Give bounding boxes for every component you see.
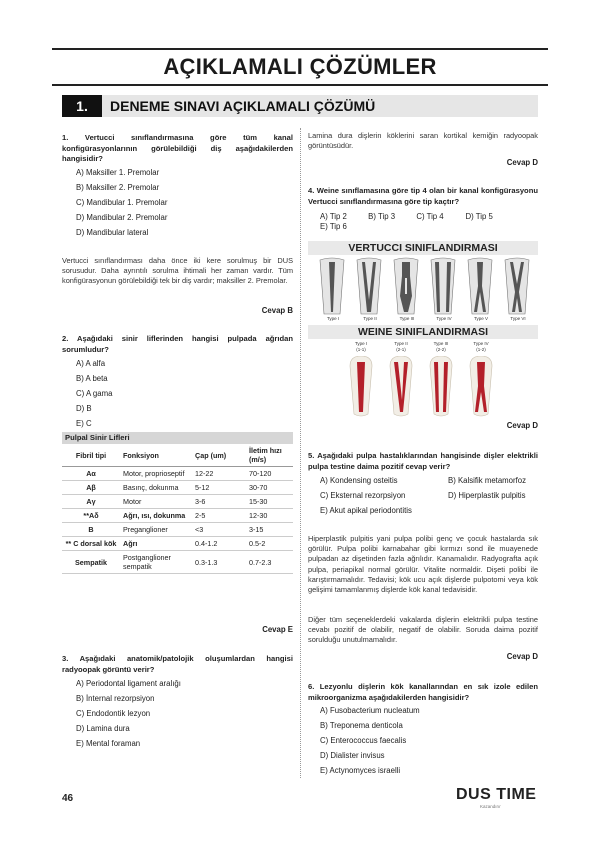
vertucci-diagram	[314, 256, 536, 322]
option[interactable]: B) A beta	[76, 374, 108, 383]
option[interactable]: B) Maksiller 2. Premolar	[76, 183, 160, 192]
cell-diameter: 5-12	[192, 481, 246, 495]
tooth-sublabel: (2-1)	[396, 347, 406, 352]
cell-speed: 0.5-2	[246, 537, 293, 551]
vertucci-tooth-5	[468, 258, 492, 314]
option[interactable]: E) Tip 6	[320, 222, 347, 231]
table-row	[62, 509, 293, 523]
cell-fiber: B	[62, 523, 120, 537]
cell-diameter: 3-6	[192, 495, 246, 509]
table-header-row	[62, 444, 293, 467]
cell-function: Preganglioner	[120, 523, 192, 537]
column-header: Fonksiyon	[120, 444, 192, 467]
vertucci-tooth-6	[505, 258, 529, 314]
weine-tooth-3	[430, 356, 452, 416]
q1-explanation: Vertucci sınıflandırması daha önce iki kere sorulmuş bir DUS sorusudur. Daha ayrıntılı sorulma ihtimali her zaman vardır. Tüm konfigürasyonun görülebildiği tek bir diş vardır; maksiller 2. Premolar.	[62, 256, 293, 286]
option[interactable]: A) Kondensing osteitis	[320, 476, 398, 485]
q2-answer: Cevap E	[262, 625, 293, 634]
tooth-sublabel: (1-1)	[356, 347, 366, 352]
question-text: Weine sınıflamasına göre tip 4 olan bir kanal konfigürasyonu Vertucci sınıflandırmasına göre tip kaçtır?	[308, 186, 538, 206]
option[interactable]: D) Mandibular lateral	[76, 228, 149, 237]
option[interactable]: C) Eksternal rezorpsiyon	[320, 491, 406, 500]
option[interactable]: B) İnternal rezorpsiyon	[76, 694, 155, 703]
question-text: Lezyonlu dişlerin kök kanallarından en sık izole edilen mikroorganizma aşağıdakilerden hangisidir?	[308, 682, 538, 702]
q1-options	[76, 168, 296, 243]
question-number: 6.	[308, 682, 315, 691]
section-number: 1.	[62, 95, 102, 117]
q5-explanation-1: Hiperplastik pulpitis yani pulpa polibi genç ve çocuk hastalarda sık görülür. Pulpa polibi karnabahar gibi kırmızı sond ile muayenede pulpadan az dişetinden fazla ağrılıdır. Kanamalıdır. Radyografta açık pulpa, periapikal normal görülür. Vitalite normaldir. Dişeti polibi ile karıştırmamalıdır. Tedavisi; kök ucu açık dişlerde pulpotomi veya kök gelişimi tamamlanmış dişlerde kök kanal tedavisidir.	[308, 534, 538, 595]
tooth-label: Type IV	[436, 316, 452, 321]
option[interactable]: E) C	[76, 419, 92, 428]
cell-diameter: 12-22	[192, 467, 246, 481]
question-number: 1.	[62, 133, 69, 142]
q5-explanation-2: Diğer tüm seçeneklerdeki vakalarda dişlerin elektrikli pulpa testine cevabı pozitif de olabilir, negatif de olabilir. Soruda daima pozitif sorulduğu unutulmamalıdır.	[308, 615, 538, 645]
question-number: 2.	[62, 334, 69, 343]
q4-options	[320, 212, 540, 232]
cell-fiber: Aγ	[62, 495, 120, 509]
q6-options	[320, 706, 540, 781]
option[interactable]: D) Hiperplastik pulpitis	[448, 491, 526, 500]
table-row	[62, 537, 293, 551]
question-5	[308, 451, 538, 472]
cell-speed: 0.7-2.3	[246, 551, 293, 574]
tooth-label: Type II	[394, 341, 408, 346]
option[interactable]: B) Kalsifik metamorfoz	[448, 476, 526, 485]
cell-function: Motor	[120, 495, 192, 509]
option[interactable]: C) Tip 4	[416, 212, 444, 221]
cell-diameter: 0.4-1.2	[192, 537, 246, 551]
question-text: Aşağıdaki sinir liflerinden hangisi pulpada ağrıdan sorumludur?	[62, 334, 293, 354]
brand-logo: DUS TIME	[456, 786, 537, 803]
tooth-label: Type I	[354, 341, 368, 346]
option[interactable]: D) B	[76, 404, 92, 413]
question-number: 5.	[308, 451, 315, 460]
page-number: 46	[62, 793, 74, 804]
tooth-label: Type III	[433, 341, 449, 346]
question-2	[62, 334, 293, 355]
cell-diameter: <3	[192, 523, 246, 537]
option[interactable]: A) Maksiller 1. Premolar	[76, 168, 160, 177]
column-header: Çap (um)	[192, 444, 246, 467]
question-number: 3.	[62, 654, 69, 663]
title-bottom-rule	[52, 84, 548, 86]
cell-function: Basınç, dokunma	[120, 481, 192, 495]
q5-answer: Cevap D	[506, 652, 538, 661]
column-divider	[300, 128, 301, 778]
vertucci-tooth-4	[431, 258, 455, 314]
weine-tooth-4	[470, 356, 492, 416]
question-number: 4.	[308, 186, 315, 195]
option[interactable]: D) Dialister invisus	[320, 751, 385, 760]
cell-speed: 3-15	[246, 523, 293, 537]
question-1	[62, 133, 293, 165]
q4-answer: Cevap D	[506, 421, 538, 430]
q2-options	[76, 359, 276, 434]
column-header: İletim hızı (m/s)	[246, 444, 293, 467]
option[interactable]: C) Mandibular 1. Premolar	[76, 198, 168, 207]
vertucci-tooth-2	[357, 258, 381, 314]
cell-function: Ağrı, ısı, dokunma	[120, 509, 192, 523]
option[interactable]: D) Tip 5	[465, 212, 493, 221]
option[interactable]: E) Mental foraman	[76, 739, 141, 748]
option[interactable]: B) Tip 3	[368, 212, 396, 221]
vertucci-tooth-3	[394, 258, 418, 314]
table-row	[62, 495, 293, 509]
cell-diameter: 2-5	[192, 509, 246, 523]
option[interactable]: A) Tip 2	[320, 212, 347, 221]
title-top-rule	[52, 48, 548, 50]
fig2-title: WEINE SINIFLANDIRMASI	[357, 326, 489, 338]
fig1-title: VERTUCCI SINIFLANDIRMASI	[348, 242, 498, 254]
option[interactable]: A) Periodontal ligament aralığı	[76, 679, 181, 688]
tooth-label: Type II	[363, 316, 377, 321]
option[interactable]: A) Fusobacterium nucleatum	[320, 706, 420, 715]
question-text: Vertucci sınıflandırmasına göre tüm kanal konfigürasyonlarının görülebildiği diş aşağıdakilerden hangisidir?	[62, 133, 293, 163]
column-header: Fibril tipi	[62, 444, 120, 467]
cell-fiber: Aβ	[62, 481, 120, 495]
tooth-label: Type I	[326, 316, 340, 321]
cell-function: Ağrı	[120, 537, 192, 551]
table-row	[62, 467, 293, 481]
tooth-sublabel: (2-2)	[436, 347, 446, 352]
question-4	[308, 186, 538, 207]
page-title: AÇIKLAMALI ÇÖZÜMLER	[163, 54, 437, 79]
option[interactable]: D) Mandibular 2. Premolar	[76, 213, 168, 222]
table-row	[62, 481, 293, 495]
cell-fiber: **Aδ	[62, 509, 120, 523]
cell-fiber: Aα	[62, 467, 120, 481]
option[interactable]: D) Lamina dura	[76, 724, 130, 733]
q1-answer: Cevap B	[261, 306, 293, 315]
weine-tooth-2	[390, 356, 412, 416]
option[interactable]: A) A alfa	[76, 359, 106, 368]
cell-speed: 12-30	[246, 509, 293, 523]
cell-function: Motor, proprioseptif	[120, 467, 192, 481]
cell-fiber: ** C dorsal kök	[62, 537, 120, 551]
q3-options	[76, 679, 296, 754]
table-title: Pulpal Sinir Lifleri	[62, 432, 293, 444]
tooth-label: Type V	[473, 316, 488, 321]
option[interactable]: E) Actynomyces israelli	[320, 766, 401, 775]
weine-diagram	[336, 356, 506, 418]
cell-speed: 15-30	[246, 495, 293, 509]
cell-speed: 30-70	[246, 481, 293, 495]
nerve-fiber-table	[62, 444, 293, 574]
question-text: Aşağıdaki pulpa hastalıklarından hangisinde dişler elektrikli pulpa testine daima pozitif cevap verir?	[308, 451, 538, 471]
table-row	[62, 523, 293, 537]
option[interactable]: C) Endodontik lezyon	[76, 709, 151, 718]
question-6	[308, 682, 538, 703]
cell-speed: 70-120	[246, 467, 293, 481]
section-title: DENEME SINAVI AÇIKLAMALI ÇÖZÜMÜ	[110, 98, 376, 114]
option[interactable]: B) Treponema denticola	[320, 721, 403, 730]
question-text: Aşağıdaki anatomik/patolojik oluşumlardan hangisi radyoopak görüntü verir?	[62, 654, 294, 674]
option[interactable]: C) A gama	[76, 389, 113, 398]
cell-diameter: 0.3-1.3	[192, 551, 246, 574]
tooth-sublabel: (1-2)	[476, 347, 486, 352]
vertucci-tooth-1	[320, 258, 344, 314]
cell-fiber: Sempatik	[62, 551, 120, 574]
brand-tagline: Kazandırır	[480, 804, 501, 809]
tooth-label: Type III	[399, 316, 415, 321]
option[interactable]: C) Enterococcus faecalis	[320, 736, 407, 745]
table-row	[62, 551, 293, 574]
q3-explanation: Lamina dura dişlerin köklerini saran kortikal kemiğin radyoopak görüntüsüdür.	[308, 131, 538, 151]
tooth-label: Type VI	[510, 316, 526, 321]
q3-answer: Cevap D	[506, 158, 538, 167]
option[interactable]: E) Akut apikal periodontitis	[320, 506, 412, 515]
weine-tooth-1	[350, 356, 372, 416]
question-3	[62, 654, 293, 675]
cell-function: Postganglioner sempatik	[120, 551, 192, 574]
tooth-label: Type IV	[473, 341, 489, 346]
